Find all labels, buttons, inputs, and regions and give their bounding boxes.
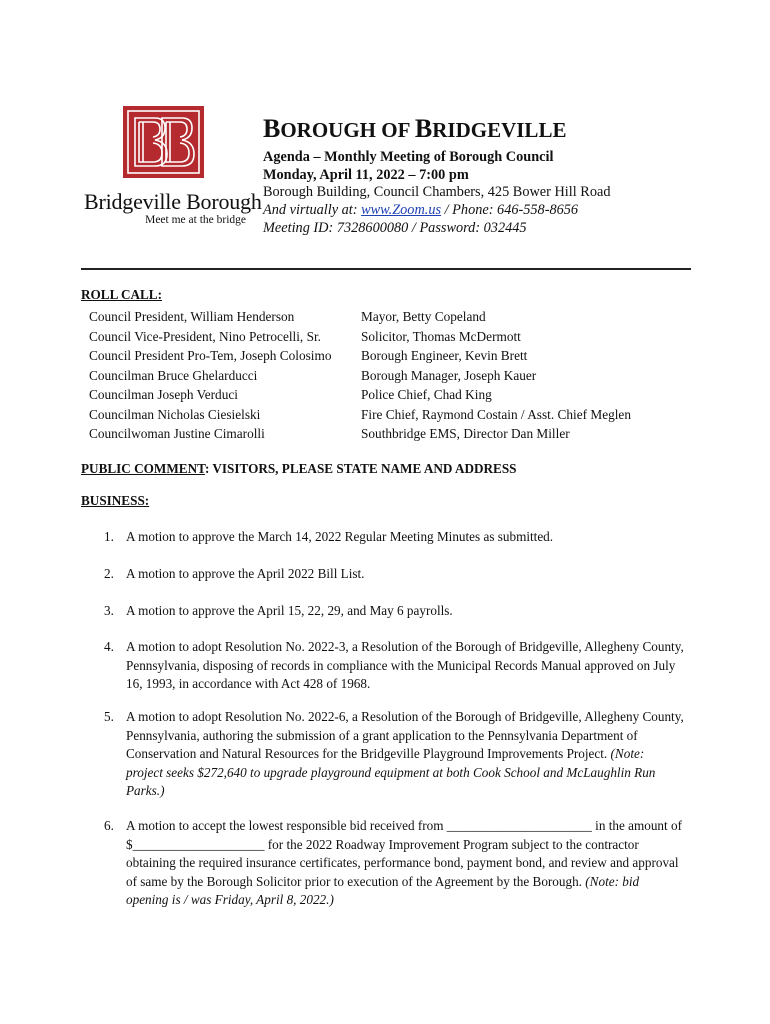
bb-monogram-icon	[123, 106, 204, 178]
item-number: 6.	[104, 818, 114, 833]
logo-wordmark	[84, 189, 262, 226]
logo-tagline: Meet me at the bridge	[145, 214, 246, 226]
item-text: A motion to adopt Resolution No. 2022-6, a Resolution of the Borough of Bridgeville, Allegheny County, Pennsylvania, authoring the submission of a grant application to the Pennsylvania Department of Conservation and Natural Resources for the Bridgeville Playground Improvements Project. (Note: project seeks $272,640 to upgrade playground equipment at both Cook School and McLaughlin Run Parks.)	[126, 709, 684, 799]
meeting-location: Borough Building, Council Chambers, 425 Bower Hill Road	[263, 184, 611, 201]
roll-call-officials	[361, 307, 631, 444]
logo-name: Bridgeville Borough	[84, 189, 262, 214]
public-comment: PUBLIC COMMENT: VISITORS, PLEASE STATE NAME AND ADDRESS	[81, 461, 517, 476]
business-item	[104, 638, 684, 694]
roll-call-entry: Borough Engineer, Kevin Brett	[361, 348, 528, 363]
item-note: (Note: project seeks $272,640 to upgrade playground equipment at both Cook School and McLaughlin Run Parks.)	[126, 746, 656, 799]
roll-call-entry: Mayor, Betty Copeland	[361, 309, 486, 324]
roll-call-entry: Fire Chief, Raymond Costain / Asst. Chief Meglen	[361, 406, 631, 422]
roll-call-entry: Councilwoman Justine Cimarolli	[89, 426, 265, 441]
roll-call-entry: Borough Manager, Joseph Kauer	[361, 367, 537, 383]
item-text: A motion to adopt Resolution No. 2022-3, a Resolution of the Borough of Bridgeville, Allegheny County, Pennsylvania, disposing of records in compliance with the Municipal Records Manual approved on July 16, 1993, in accordance with Act 428 of 1968.	[126, 639, 684, 692]
virtual-info: And virtually at: www.Zoom.us / Phone: 646-558-8656	[263, 202, 579, 219]
roll-call-entry: Councilman Joseph Verduci	[89, 387, 238, 402]
business-item	[104, 528, 684, 547]
header-divider	[81, 268, 691, 270]
roll-call-entry: Solicitor, Thomas McDermott	[361, 328, 521, 344]
zoom-link[interactable]: www.Zoom.us	[361, 202, 442, 219]
item-text: A motion to approve the April 15, 22, 29, and May 6 payrolls.	[126, 603, 453, 618]
business-label: BUSINESS:	[81, 493, 150, 508]
roll-call-label: ROLL CALL:	[81, 287, 162, 302]
business-item	[104, 602, 684, 621]
agenda-title: Agenda – Monthly Meeting of Borough Council	[263, 149, 554, 165]
roll-call-entry: Police Chief, Chad King	[361, 387, 492, 402]
roll-call-entry: Councilman Nicholas Ciesielski	[89, 406, 261, 422]
roll-call-council	[89, 307, 331, 444]
business-item	[104, 565, 684, 584]
roll-call-entry: Council President, William Henderson	[89, 309, 295, 324]
meeting-date: Monday, April 11, 2022 – 7:00 pm	[263, 166, 469, 183]
page-title: BOROUGH OF BRIDGEVILLE	[263, 114, 567, 143]
item-number: 1.	[104, 529, 114, 544]
item-number: 3.	[104, 603, 114, 618]
item-number: 2.	[104, 566, 114, 581]
item-number: 4.	[104, 639, 114, 654]
roll-call-entry: Council President Pro-Tem, Joseph Colosimo	[89, 348, 332, 363]
business-item	[104, 708, 684, 801]
item-text: A motion to approve the March 14, 2022 Regular Meeting Minutes as submitted.	[126, 529, 554, 544]
item-text: A motion to accept the lowest responsible bid received from ______________________ in the amount of $____________________ for the 2022 Roadway Improvement Program subject to the contractor obtaining the required insurance certificates, performance bond, payment bond, and review and approval of same by the Borough Solicitor prior to execution of the Agreement by the Borough. (Note: bid opening is / was Friday, April 8, 2022.)	[126, 818, 682, 908]
roll-call-entry: Southbridge EMS, Director Dan Miller	[361, 426, 570, 441]
roll-call-entry: Councilman Bruce Ghelarducci	[89, 367, 258, 383]
meeting-id: Meeting ID: 7328600080 / Password: 032445	[263, 219, 527, 236]
roll-call-entry: Council Vice-President, Nino Petrocelli, Sr.	[89, 328, 321, 344]
item-text: A motion to approve the April 2022 Bill List.	[126, 566, 365, 581]
business-item	[104, 817, 684, 910]
document-header	[263, 116, 703, 238]
item-number: 5.	[104, 709, 114, 724]
item-note: (Note: bid opening is / was Friday, April 8, 2022.)	[126, 873, 640, 908]
